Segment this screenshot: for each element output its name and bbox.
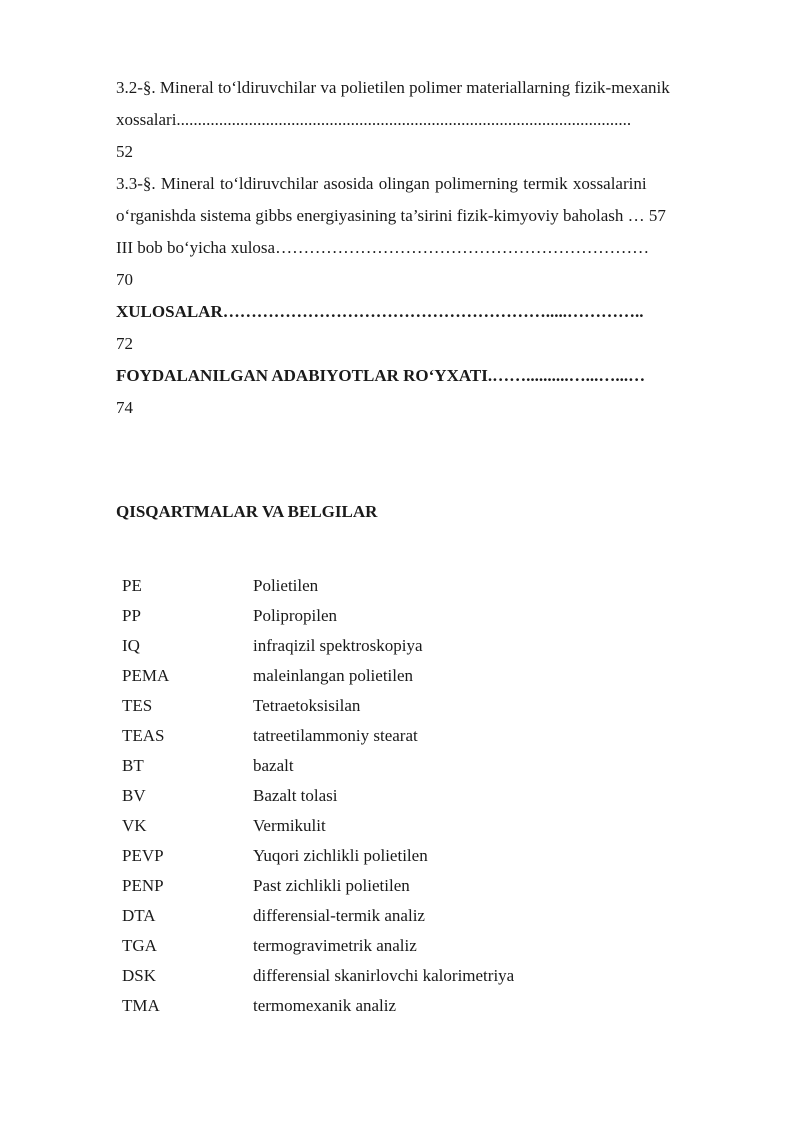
abbreviation-row	[122, 631, 514, 661]
toc-entry-conclusions-page: 72	[116, 334, 133, 353]
abbreviation-term: TMA	[122, 996, 160, 1015]
abbreviations-heading: QISQARTMALAR VA BELGILAR	[116, 502, 378, 521]
abbreviation-meaning: termomexanik analiz	[253, 996, 397, 1015]
abbreviation-row	[122, 991, 514, 1021]
abbreviation-row	[122, 931, 514, 961]
toc-entry-conclusions: XULOSALAR………………………………………………….....…………..	[116, 302, 644, 321]
abbreviation-row	[122, 751, 514, 781]
abbreviation-term: PP	[122, 606, 141, 625]
abbreviation-row	[122, 901, 514, 931]
abbreviation-meaning: Vermikulit	[253, 816, 326, 835]
abbreviation-meaning: Past zichlikli polietilen	[253, 876, 410, 895]
abbreviation-term: VK	[122, 816, 147, 835]
abbreviation-meaning: differensial-termik analiz	[253, 906, 425, 925]
abbreviation-term: PE	[122, 576, 142, 595]
toc-entry-chapter3-summary-page: 70	[116, 270, 133, 289]
abbreviation-meaning: infraqizil spektroskopiya	[253, 636, 423, 655]
abbreviation-row	[122, 811, 514, 841]
toc-entry-3-2-line1: 3.2-§. Mineral to‘ldiruvchilar va polietilen polimer materiallarning fizik-mexanik	[116, 78, 670, 97]
abbreviation-term: TEAS	[122, 726, 165, 745]
abbreviation-row	[122, 871, 514, 901]
abbreviation-term: BT	[122, 756, 144, 775]
abbreviation-meaning: tatreetilammoniy stearat	[253, 726, 418, 745]
abbreviation-meaning: differensial skanirlovchi kalorimetriya	[253, 966, 515, 985]
abbreviation-meaning: bazalt	[253, 756, 294, 775]
toc-entry-3-2-page: 52	[116, 142, 133, 161]
table-of-contents	[116, 72, 726, 424]
abbreviation-term: DTA	[122, 906, 156, 925]
abbreviation-row	[122, 661, 514, 691]
abbreviation-term: TGA	[122, 936, 157, 955]
abbreviation-meaning: maleinlangan polietilen	[253, 666, 414, 685]
toc-entry-references: FOYDALANILGAN ADABIYOTLAR RO‘YXATI.……..........…...…...…	[116, 366, 646, 385]
toc-entry-chapter3-summary: III bob bo‘yicha xulosa…………………………………………………………	[116, 238, 650, 257]
toc-entry-references-page: 74	[116, 398, 133, 417]
abbreviation-meaning: Tetraetoksisilan	[253, 696, 361, 715]
abbreviation-meaning: Bazalt tolasi	[253, 786, 338, 805]
abbreviation-term: DSK	[122, 966, 157, 985]
abbreviation-term: IQ	[122, 636, 140, 655]
abbreviation-row	[122, 601, 514, 631]
abbreviation-term: TES	[122, 696, 153, 715]
abbreviation-row	[122, 781, 514, 811]
abbreviation-meaning: Polipropilen	[253, 606, 338, 625]
toc-entry-3-3-line1: 3.3-§. Mineral to‘ldiruvchilar asosida olingan polimerning termik xossalarini	[116, 174, 647, 193]
abbreviation-row	[122, 961, 514, 991]
abbreviation-term: PEVP	[122, 846, 164, 865]
toc-entry-3-3-line2: o‘rganishda sistema gibbs energiyasining ta’sirini fizik-kimyoviy baholash … 57	[116, 206, 666, 225]
toc-entry-3-2-line2: xossalari...........................................................................................................	[116, 110, 632, 129]
abbreviation-row	[122, 571, 514, 601]
abbreviation-row	[122, 691, 514, 721]
abbreviation-meaning: Polietilen	[253, 576, 319, 595]
abbreviations-list	[122, 571, 514, 1021]
abbreviation-meaning: Yuqori zichlikli polietilen	[253, 846, 428, 865]
abbreviation-term: PEMA	[122, 666, 170, 685]
abbreviation-row	[122, 721, 514, 751]
abbreviation-meaning: termogravimetrik analiz	[253, 936, 417, 955]
abbreviation-term: BV	[122, 786, 146, 805]
abbreviation-term: PENP	[122, 876, 164, 895]
abbreviation-row	[122, 841, 514, 871]
